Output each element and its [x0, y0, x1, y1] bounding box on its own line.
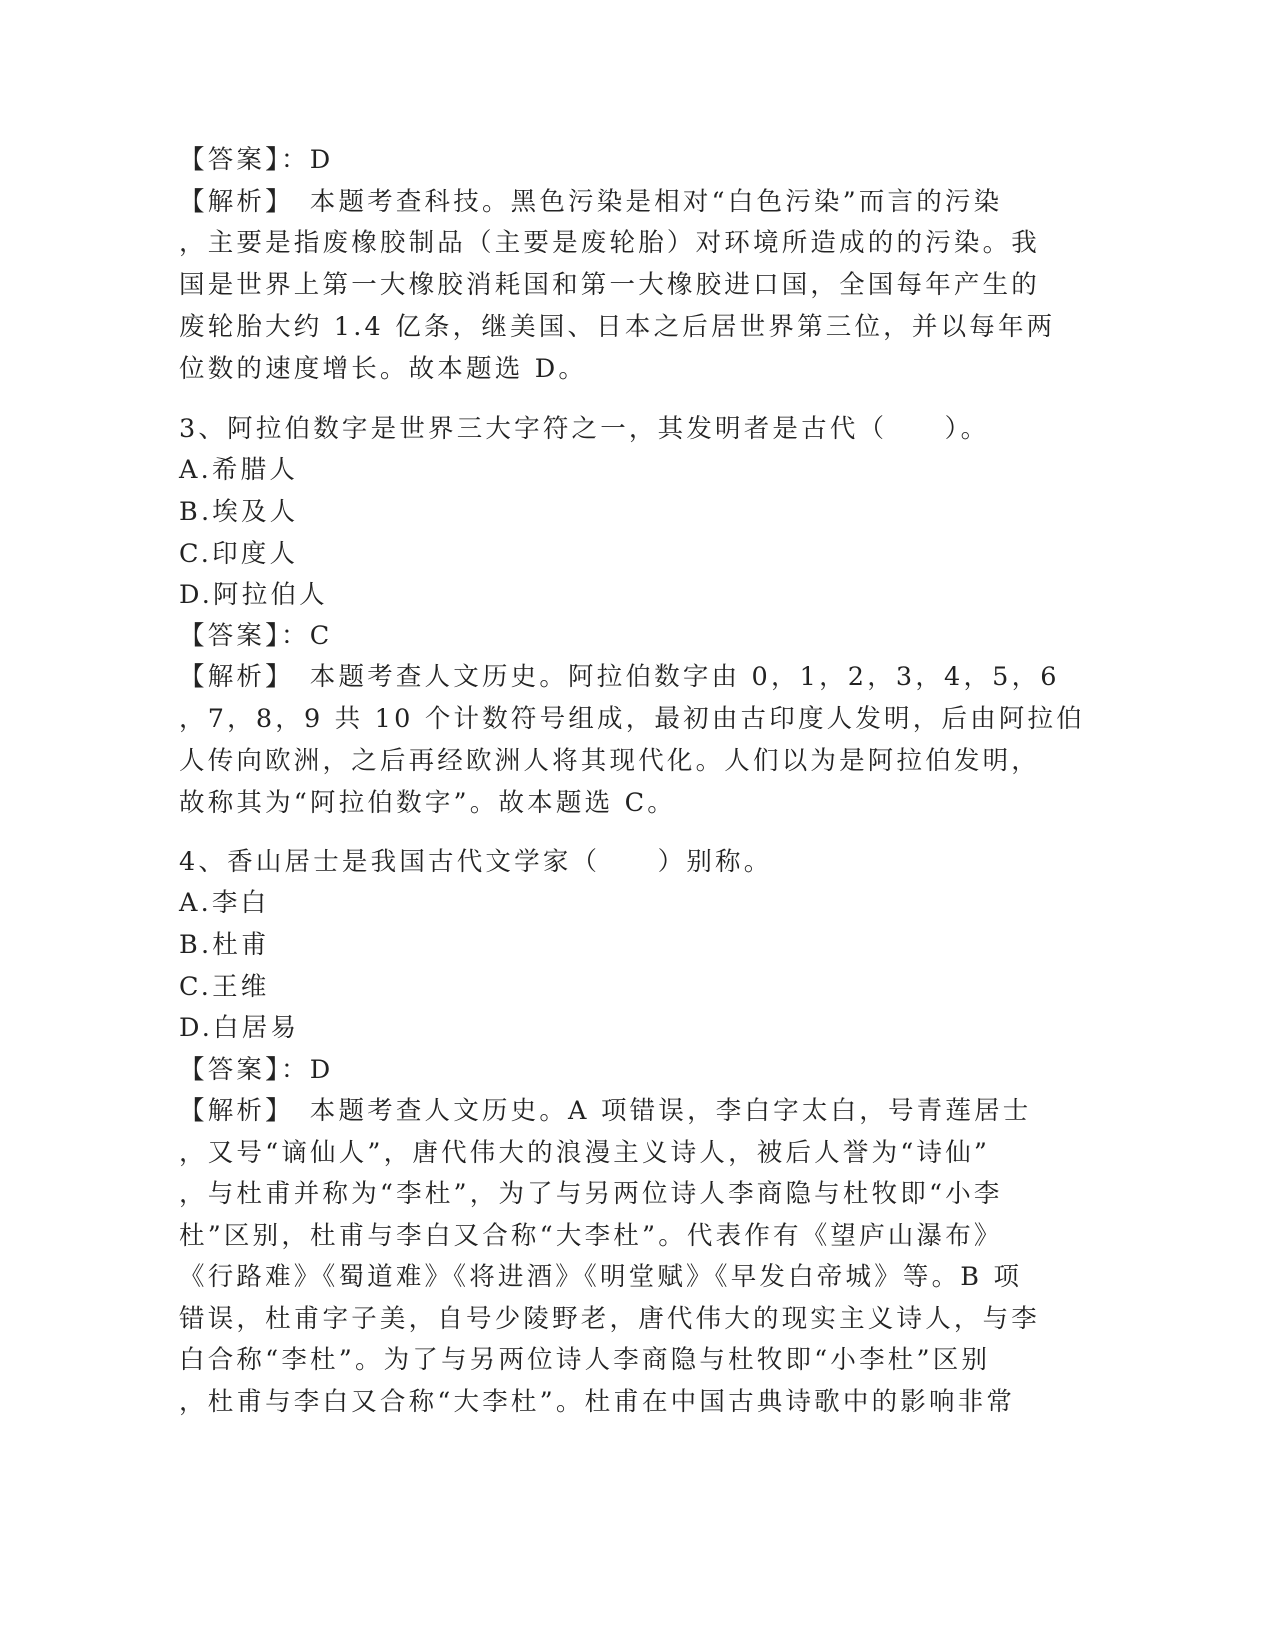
q3-option-d: D.阿拉伯人 — [179, 580, 328, 610]
q3-option-a: A.希腊人 — [179, 455, 299, 485]
q2-explanation-line: 废轮胎大约 1.4 亿条，继美国、日本之后居世界第三位，并以每年两 — [179, 312, 1056, 342]
q3-explanation-line: 故称其为“阿拉伯数字”。故本题选 C。 — [179, 788, 676, 818]
q4-answer: 【答案】：D — [179, 1055, 334, 1085]
q4-explanation-line: 错误，杜甫字子美，自号少陵野老，唐代伟大的现实主义诗人，与李 — [179, 1304, 1041, 1334]
q4-option-d: D.白居易 — [179, 1013, 300, 1043]
q4-explanation-line: 白合称“李杜”。为了与另两位诗人李商隐与杜牧即“小李杜”区别 — [179, 1345, 991, 1375]
q4-explanation-line: ，又号“谪仙人”，唐代伟大的浪漫主义诗人，被后人誉为“诗仙” — [179, 1138, 991, 1168]
q2-explanation-line: ，主要是指废橡胶制品（主要是废轮胎）对环境所造成的的污染。我 — [179, 228, 1041, 258]
q4-explanation-line: 《行路难》《蜀道难》《将进酒》《明堂赋》《早发白帝城》等。B 项 — [179, 1262, 1023, 1292]
q3-option-b: B.埃及人 — [179, 497, 299, 527]
q4-explanation-line: 杜”区别，杜甫与李白又合称“大李杜”。代表作有《望庐山瀑布》 — [179, 1221, 1003, 1251]
q3-explanation-line: 【解析】 本题考查人文历史。阿拉伯数字由 0，1，2，3，4，5，6 — [179, 662, 1060, 692]
q4-explanation-line: ，与杜甫并称为“李杜”，为了与另两位诗人李商隐与杜牧即“小李 — [179, 1179, 1003, 1209]
q2-explanation-line: 位数的速度增长。故本题选 D。 — [179, 354, 588, 384]
q3-explanation-line: ，7，8，9 共 10 个计数符号组成，最初由古印度人发明，后由阿拉伯 — [179, 704, 1085, 734]
q3-explanation-line: 人传向欧洲，之后再经欧洲人将其现代化。人们以为是阿拉伯发明， — [179, 746, 1041, 776]
q2-explanation-line: 国是世界上第一大橡胶消耗国和第一大橡胶进口国，全国每年产生的 — [179, 270, 1041, 300]
q4-option-a: A.李白 — [179, 888, 270, 918]
q3-answer: 【答案】：C — [179, 621, 333, 651]
q4-explanation-line: 【解析】 本题考查人文历史。A 项错误，李白字太白，号青莲居士 — [179, 1096, 1032, 1126]
q4-option-c: C.王维 — [179, 972, 270, 1002]
q4-option-b: B.杜甫 — [179, 930, 270, 960]
q4-question: 4、香山居士是我国古代文学家（ ）别称。 — [179, 847, 773, 877]
q4-explanation-line: ，杜甫与李白又合称“大李杜”。杜甫在中国古典诗歌中的影响非常 — [179, 1387, 1016, 1417]
q3-question: 3、阿拉伯数字是世界三大字符之一，其发明者是古代（ ）。 — [179, 414, 990, 444]
q2-answer: 【答案】：D — [179, 145, 334, 175]
q2-explanation-line: 【解析】 本题考查科技。黑色污染是相对“白色污染”而言的污染 — [179, 187, 1003, 217]
q3-option-c: C.印度人 — [179, 539, 299, 569]
